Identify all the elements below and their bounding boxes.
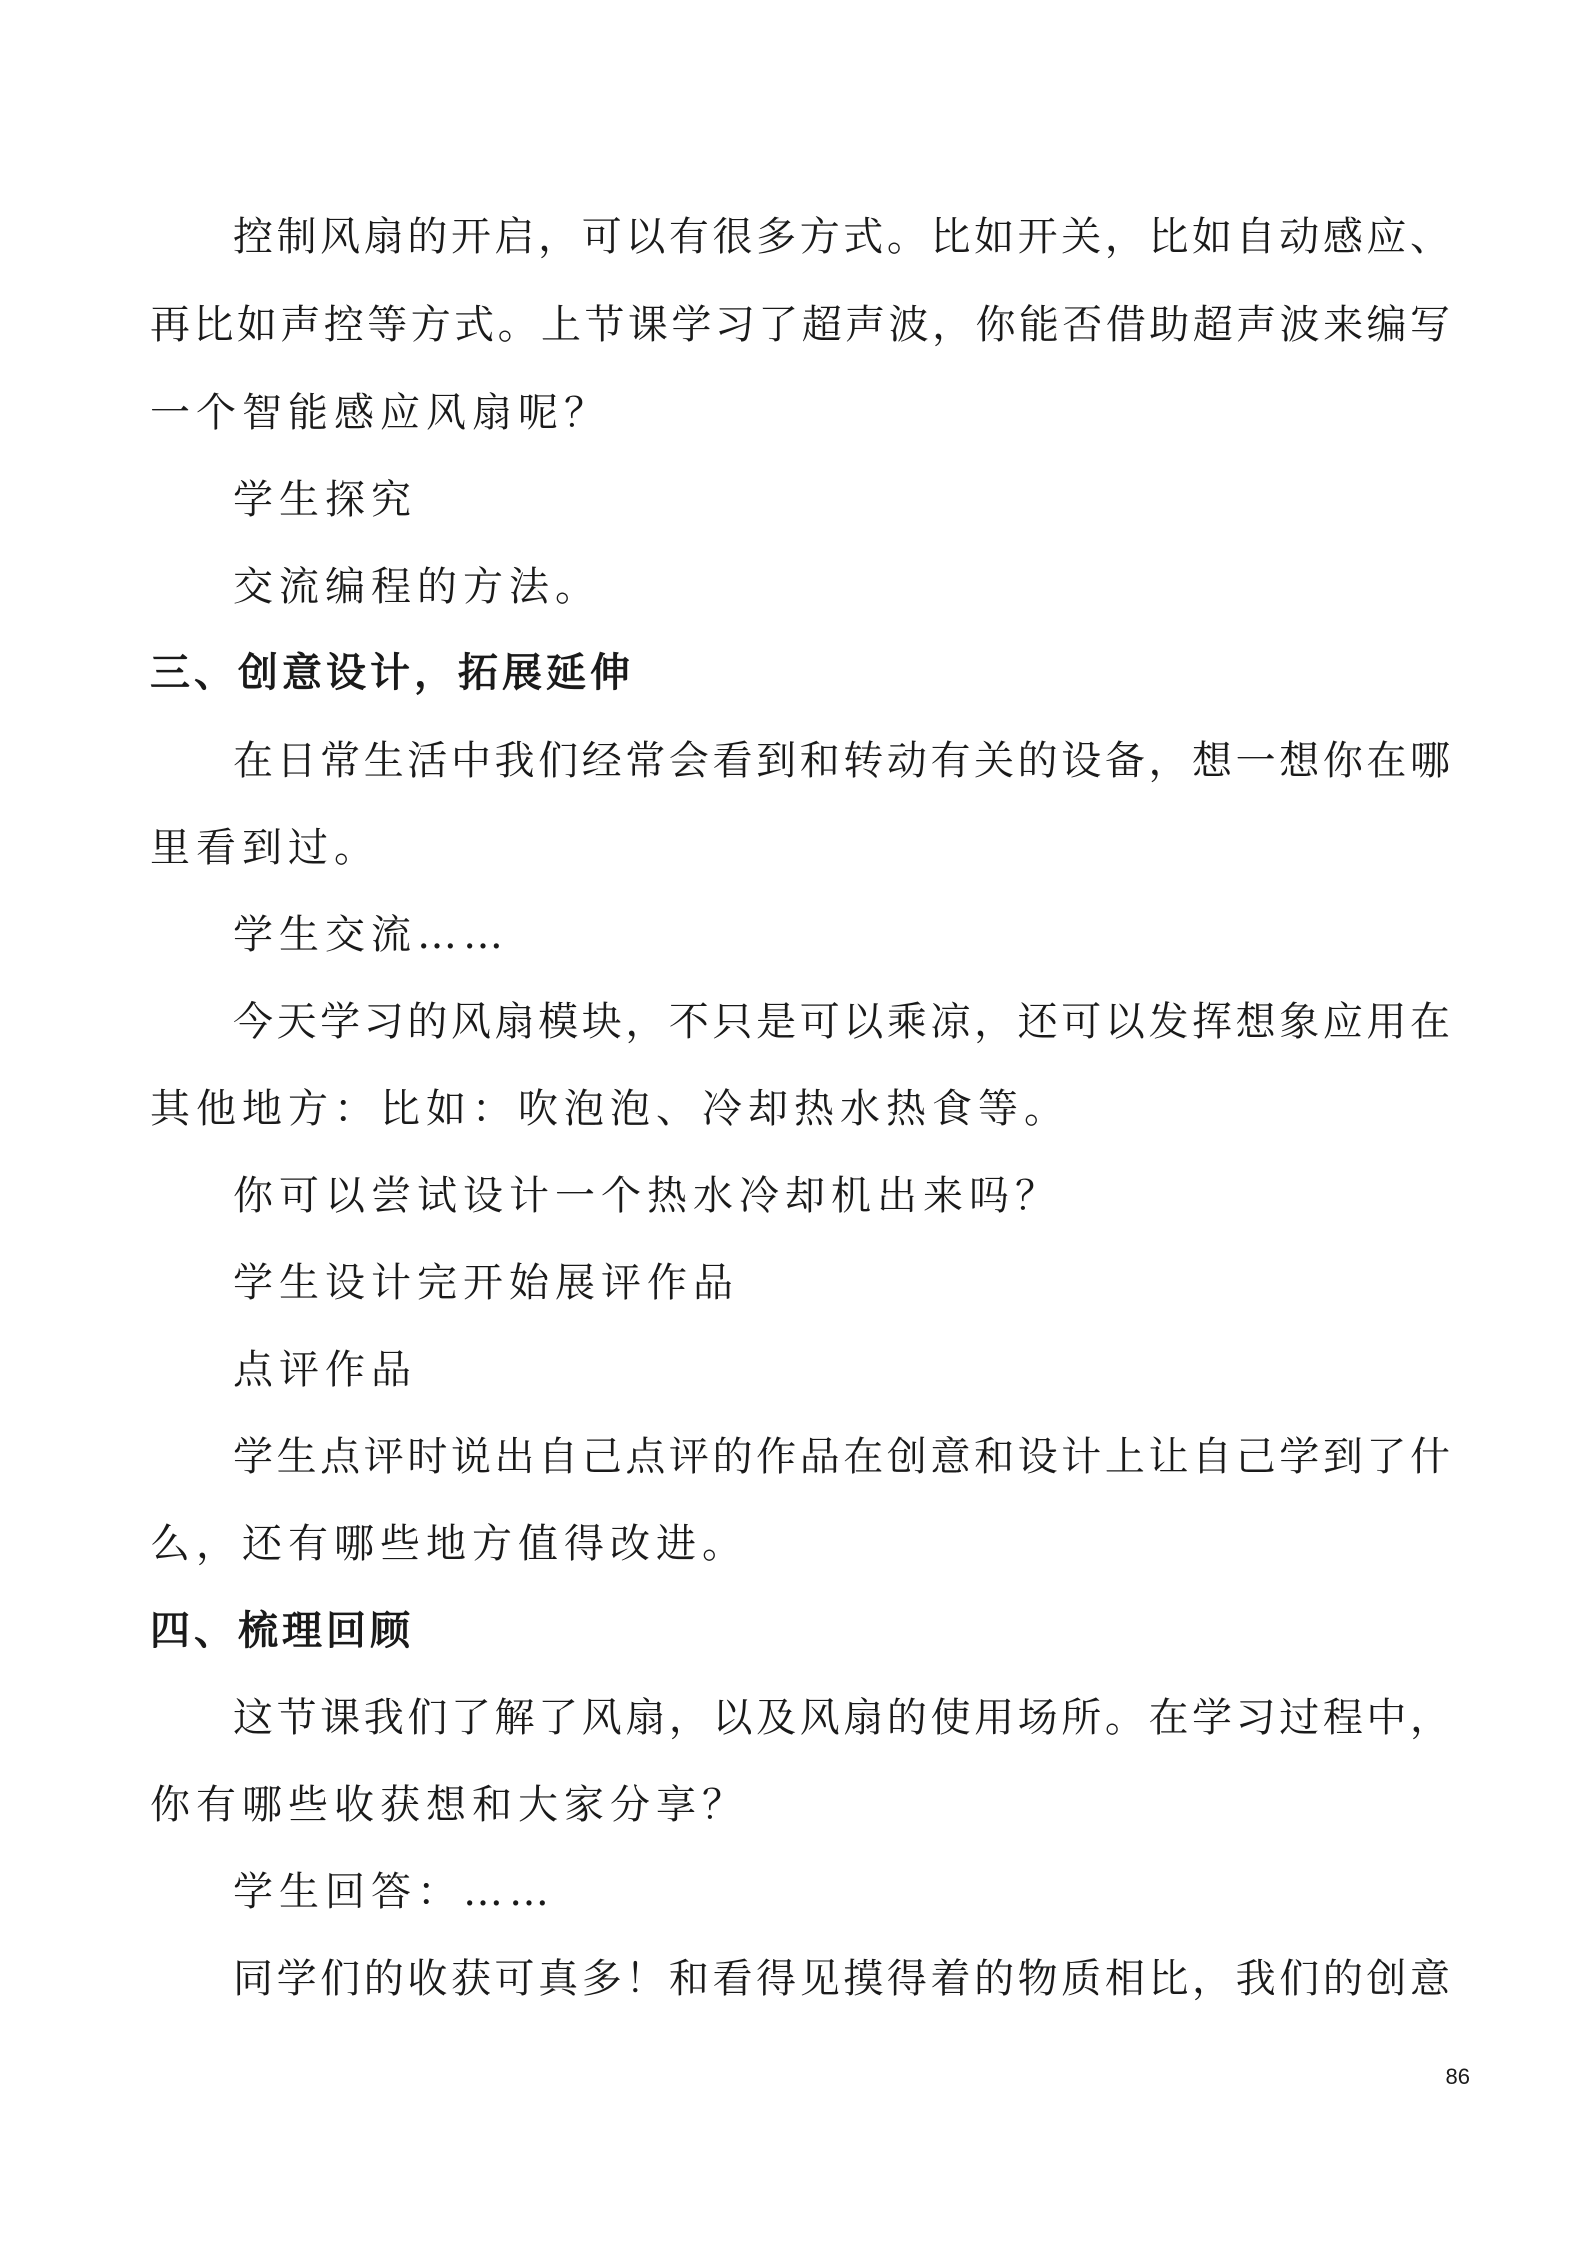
paragraph-line: 学生设计完开始展评作品 (233, 1260, 739, 1306)
paragraph-line: 今天学习的风扇模块，不只是可以乘凉，还可以发挥想象应用在 (233, 999, 1450, 1045)
section-heading: 四、梳理回顾 (150, 1608, 414, 1654)
paragraph-line: 再比如声控等方式。上节课学习了超声波，你能否借助超声波来编写 (150, 302, 1450, 348)
paragraph-line: 学生回答：…… (233, 1869, 555, 1915)
paragraph-line: 点评作品 (233, 1347, 417, 1393)
paragraph-line: 在日常生活中我们经常会看到和转动有关的设备，想一想你在哪 (233, 738, 1450, 784)
paragraph-line: 其他地方：比如：吹泡泡、冷却热水热食等。 (150, 1086, 1070, 1132)
paragraph-line: 一个智能感应风扇呢？ (150, 390, 610, 436)
paragraph-line: 里看到过。 (150, 825, 380, 871)
paragraph-line: 学生点评时说出自己点评的作品在创意和设计上让自己学到了什 (233, 1434, 1450, 1480)
paragraph-line: 交流编程的方法。 (233, 564, 601, 610)
paragraph-line: 同学们的收获可真多！和看得见摸得着的物质相比，我们的创意 (233, 1956, 1450, 2002)
paragraph-line: 么，还有哪些地方值得改进。 (150, 1521, 748, 1567)
paragraph-line: 你可以尝试设计一个热水冷却机出来吗？ (233, 1173, 1061, 1219)
page-number: 86 (1445, 2064, 1470, 2089)
paragraph-line: 你有哪些收获想和大家分享？ (150, 1782, 748, 1828)
paragraph-line: 控制风扇的开启，可以有很多方式。比如开关，比如自动感应、 (233, 214, 1450, 260)
section-heading: 三、创意设计，拓展延伸 (150, 650, 634, 696)
paragraph-line: 学生交流…… (233, 912, 509, 958)
paragraph-line: 学生探究 (233, 477, 417, 523)
paragraph-line: 这节课我们了解了风扇，以及风扇的使用场所。在学习过程中， (233, 1695, 1450, 1741)
